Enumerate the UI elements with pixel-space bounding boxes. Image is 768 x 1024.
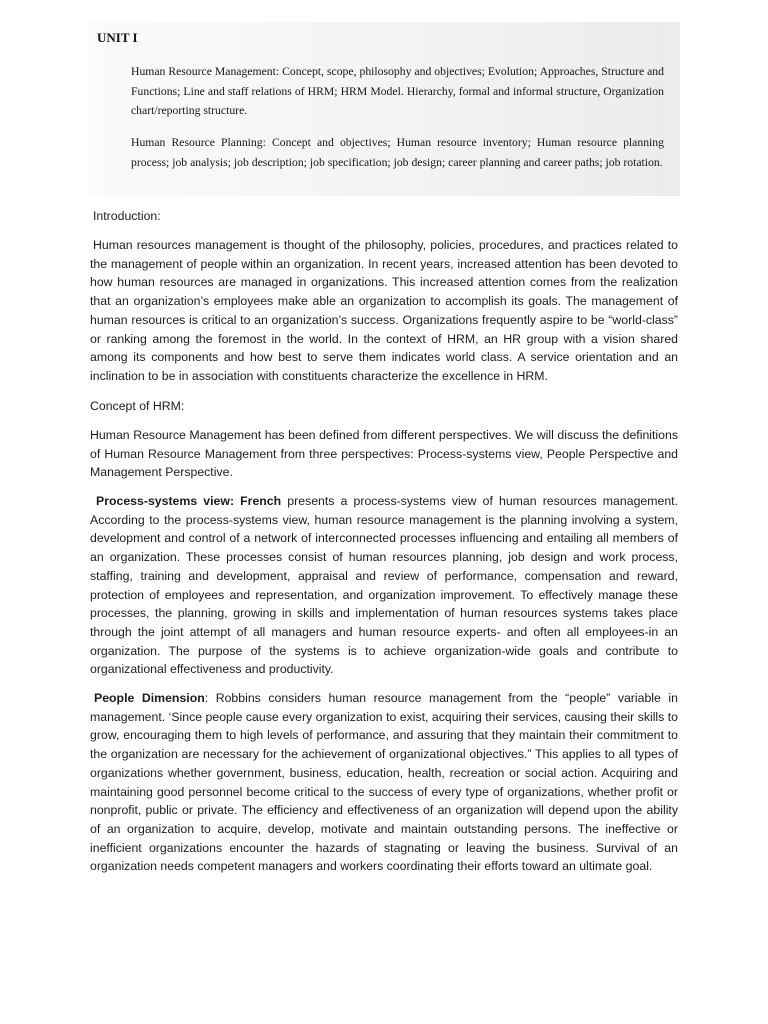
people-dimension-paragraph <box>90 689 678 876</box>
concept-paragraph: Human Resource Management has been defined from different perspectives. We will discuss the definitions of Human Resource Management from three perspectives: Process-systems view, People Perspective and Management Perspective. <box>90 428 678 480</box>
process-systems-lead: Process-systems view: French <box>96 494 282 508</box>
process-systems-paragraph <box>90 492 678 679</box>
concept-heading: Concept of HRM: <box>90 399 185 413</box>
syllabus-hrp-topics: Human Resource Planning: Concept and objectives; Human resource inventory; Human resource planning process; job analysis; job description; job specification; job design; career planning and career paths; job rotation. <box>131 136 664 169</box>
introduction-heading: Introduction: <box>93 209 161 223</box>
introduction-paragraph: Human resources management is thought of the philosophy, policies, procedures, and practices related to the management of people within an organization. In recent years, increased attention has been devoted to how human resources are managed in organizations. This increased attention comes from the realization that an organization’s employees make able an organization to accomplish its goals. The management of human resources is critical to an organization’s success. Organizations frequently aspire to be “world-class” or ranking among the foremost in the world. In the context of HRM, an HR group with a vision shared among its components and how best to serve them indicates world class. A service orientation and an inclination to be in association with constituents characterize the excellence in HRM. <box>90 238 678 383</box>
unit-title: UNIT I <box>97 30 138 45</box>
people-dimension-text: : Robbins considers human resource management from the “people” variable in management. ‘Since people cause every organization to exist, acquiring their services, causing their skills to grow, encouraging them to high levels of performance, and assuring that they maintain their commitment to the organization are necessary for the achievement of organizational objectives.” This applies to all types of organizations whether government, business, education, health, recreation or social action. Acquiring and maintaining good personnel become critical to the success of every type of organizations, whether profit or nonprofit, public or private. The efficiency and effectiveness of an organization will depend upon the ability of an organization to acquire, develop, motivate and maintain outstanding persons. The ineffective or inefficient organizations encounter the hazards of stagnating or leaving the business. Survival of an organization needs competent managers and workers coordinating their efforts toward an ultimate goal. <box>90 691 678 874</box>
people-dimension-lead: People Dimension <box>94 691 205 705</box>
syllabus-hrm-topics: Human Resource Management: Concept, scope, philosophy and objectives; Evolution; Approaches, Structure and Functions; Line and staff relations of HRM; HRM Model. Hierarchy, formal and informal structure, Organization chart/reporting structure. <box>131 65 664 117</box>
process-systems-text: presents a process-systems view of human resources management. According to the process-systems view, human resource management is the planning involving a system, development and control of a network of interconnected processes influencing and entailing all members of an organization. These processes consist of human resources planning, job design and work process, staffing, training and development, appraisal and review of performance, compensation and reward, protection of employees and representation, and organization improvement. To effectively manage these processes, the planning, growing in skills and implementation of human resources systems takes place through the joint attempt of all managers and human resource experts- and often all employees-in an organization. The purpose of the systems is to achieve organization-wide goals and contribute to organizational effectiveness and productivity. <box>90 494 679 677</box>
